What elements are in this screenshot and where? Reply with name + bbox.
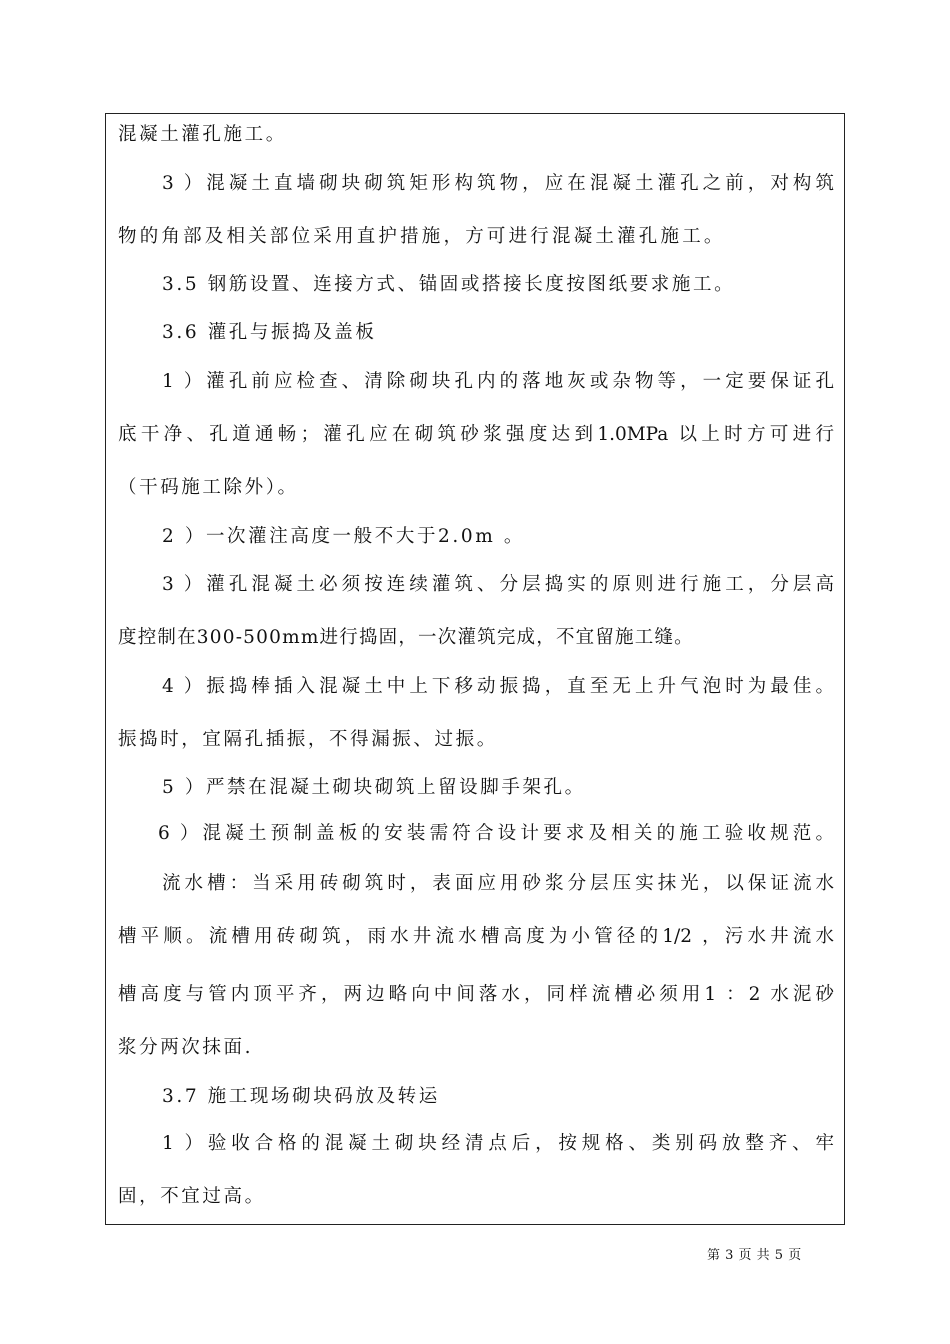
paragraph-line: 3.5 钢筋设置、连接方式、锚固或搭接长度按图纸要求施工。 (162, 274, 736, 295)
paragraph-line: 6 ）混凝土预制盖板的安装需符合设计要求及相关的施工验收规范。 (158, 823, 834, 844)
paragraph-line: 3 ）混凝土直墙砌块砌筑矩形构筑物，应在混凝土灌孔之前，对构筑 (162, 173, 834, 194)
paragraph-line: 槽平顺。流槽用砖砌筑，雨水井流水槽高度为小管径的1/2 ，污水井流水 (118, 926, 834, 947)
section-heading: 3.6 灌孔与振捣及盖板 (162, 322, 377, 343)
paragraph-line: 1 ）灌孔前应检查、清除砌块孔内的落地灰或杂物等，一定要保证孔 (162, 371, 834, 392)
paragraph-line: 3 ）灌孔混凝土必须按连续灌筑、分层捣实的原则进行施工，分层高 (162, 574, 834, 595)
paragraph-line: 1 ）验收合格的混凝土砌块经清点后，按规格、类别码放整齐、牢 (162, 1133, 834, 1154)
section-heading: 3.7 施工现场砌块码放及转运 (162, 1086, 440, 1107)
paragraph-line: 底干净、孔道通畅；灌孔应在砌筑砂浆强度达到1.0MPa 以上时方可进行 (118, 424, 834, 445)
paragraph-line: 5 ）严禁在混凝土砌块砌筑上留设脚手架孔。 (162, 777, 586, 798)
page-number: 第 3 页 共 5 页 (707, 1248, 802, 1263)
paragraph-line: （干码施工除外）。 (118, 477, 299, 498)
paragraph-line: 混凝土灌孔施工。 (118, 124, 287, 145)
paragraph-line: 2 ）一次灌注高度一般不大于2.0m 。 (162, 526, 525, 547)
paragraph-line: 浆分两次抹面. (118, 1037, 254, 1058)
paragraph-line: 度控制在300-500mm进行捣固，一次灌筑完成，不宜留施工缝。 (118, 627, 694, 648)
paragraph-line: 物的角部及相关部位采用直护措施，方可进行混凝土灌孔施工。 (118, 226, 726, 247)
paragraph-line: 4 ）振捣棒插入混凝土中上下移动振捣，直至无上升气泡时为最佳。 (162, 676, 834, 697)
paragraph-line: 槽高度与管内顶平齐，两边略向中间落水，同样流槽必须用1 ：2 水泥砂 (118, 984, 834, 1005)
paragraph-line: 流水槽：当采用砖砌筑时，表面应用砂浆分层压实抹光，以保证流水 (162, 873, 834, 894)
paragraph-line: 振捣时，宜隔孔插振，不得漏振、过振。 (118, 729, 498, 750)
paragraph-line: 固，不宜过高。 (118, 1186, 266, 1207)
